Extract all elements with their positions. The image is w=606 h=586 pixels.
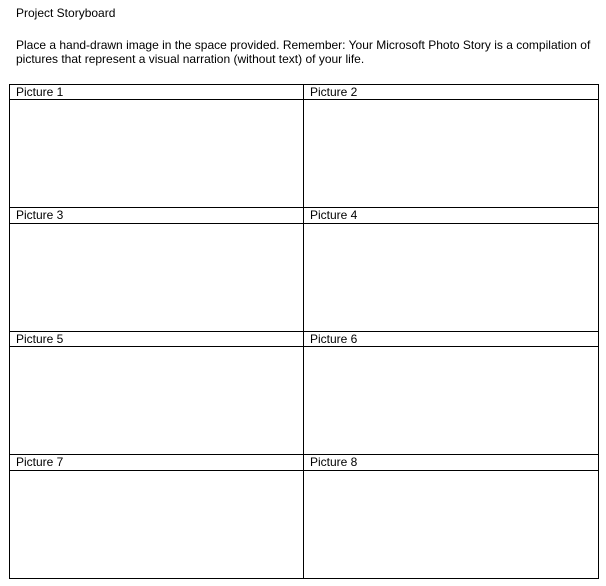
picture-7-drawing-space[interactable] — [10, 470, 304, 579]
picture-3-drawing-space[interactable] — [10, 223, 304, 331]
picture-label-cell — [10, 208, 304, 223]
picture-8-drawing-space[interactable] — [304, 470, 599, 579]
picture-label-cell — [10, 85, 304, 100]
drawing-row — [10, 470, 599, 579]
picture-label-cell — [10, 331, 304, 346]
label-row — [10, 208, 599, 223]
picture-label-cell — [304, 208, 599, 223]
label-row — [10, 331, 599, 346]
picture-5-drawing-space[interactable] — [10, 347, 304, 455]
picture-label-cell — [304, 85, 599, 100]
storyboard-table — [9, 84, 599, 579]
picture-1-drawing-space[interactable] — [10, 100, 304, 208]
picture-4-label: Picture 4 — [310, 208, 358, 223]
picture-1-label: Picture 1 — [16, 85, 64, 99]
picture-label-cell — [304, 455, 599, 470]
picture-2-label: Picture 2 — [310, 85, 358, 99]
drawing-row — [10, 347, 599, 455]
drawing-row — [10, 223, 599, 331]
picture-label-cell — [304, 331, 599, 346]
picture-6-label: Picture 6 — [310, 331, 358, 346]
picture-4-drawing-space[interactable] — [304, 223, 599, 331]
label-row — [10, 455, 599, 470]
picture-2-drawing-space[interactable] — [304, 100, 599, 208]
drawing-row — [10, 100, 599, 208]
picture-3-label: Picture 3 — [16, 208, 64, 223]
label-row — [10, 85, 599, 100]
picture-6-drawing-space[interactable] — [304, 347, 599, 455]
document-title: Project Storyboard — [16, 6, 116, 20]
picture-label-cell — [10, 455, 304, 470]
instructions-text: Place a hand-drawn image in the space provided. Remember: Your Microsoft Photo Story is a compilation of pictures that represent a visual narration (without text) of your life. — [16, 38, 591, 66]
picture-5-label: Picture 5 — [16, 331, 64, 346]
picture-8-label: Picture 8 — [310, 455, 358, 470]
picture-7-label: Picture 7 — [16, 455, 64, 470]
